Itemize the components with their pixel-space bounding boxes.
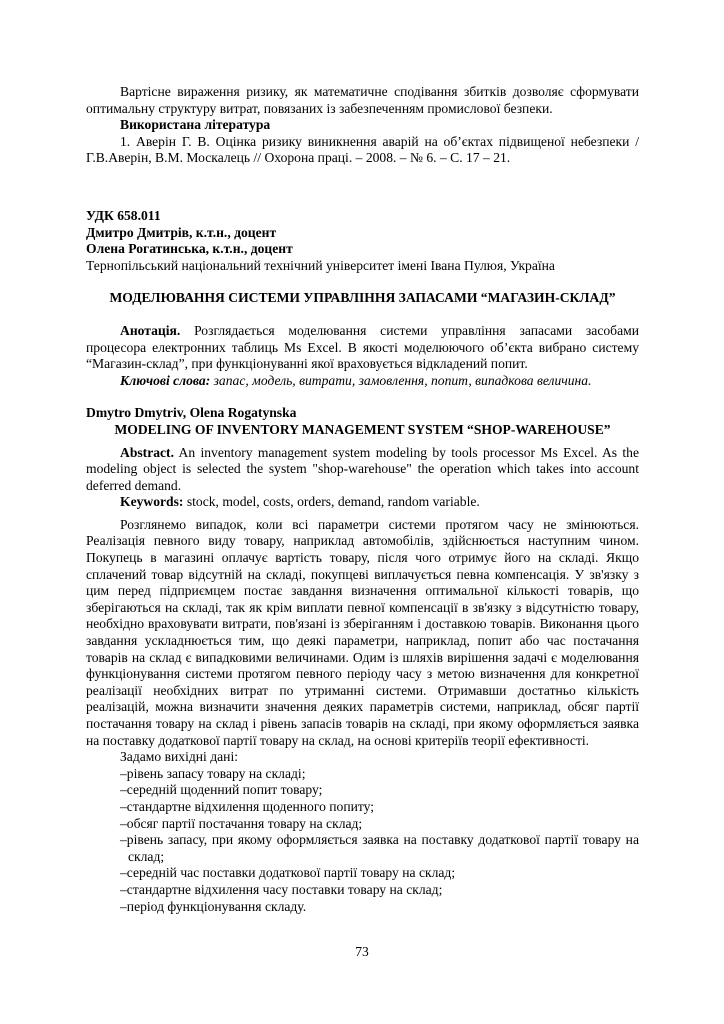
abstract-text-ua: Розглядається моделювання системи управління запасами засобами процесора електронних таблиць Ms Excel. В якості моделюючого об’єкта вибрано систему “Магазин-склад”, при функціонуванні якої враховується відкладений попит. xyxy=(86,322,639,372)
list-item: –обсяг партії постачання товару на склад; xyxy=(120,815,363,831)
list-item: –середній час поставки додаткової партії товару на склад; xyxy=(120,865,456,881)
keywords-ua xyxy=(86,373,639,390)
list-item: –період функціонування складу. xyxy=(120,898,307,914)
abstract-en xyxy=(86,445,639,495)
udk-code: УДК 658.011 xyxy=(86,207,161,223)
page-number: 73 xyxy=(355,944,369,959)
keywords-label-ua: Ключові слова: xyxy=(120,372,211,388)
keywords-text-en: stock, model, costs, orders, demand, random variable. xyxy=(183,494,480,510)
references-heading: Використана література xyxy=(120,117,271,133)
authors-en: Dmytro Dmytriv, Olena Rogatynska xyxy=(86,405,297,421)
list-item: –рівень запасу, при якому оформляється заявка на поставку додаткової партії товару на склад; xyxy=(120,832,639,864)
parameter-list xyxy=(86,766,639,915)
abstract-label-ua: Анотація. xyxy=(120,322,181,338)
list-item: –стандартне відхилення часу поставки товару на склад; xyxy=(120,881,443,897)
list-item: –середній щоденний попит товару; xyxy=(120,782,323,798)
keywords-en xyxy=(86,494,639,511)
abstract-spacer xyxy=(86,307,639,323)
list-item: –стандартне відхилення щоденного попиту; xyxy=(120,798,375,814)
affiliation: Тернопільський національний технічний університет імені Івана Пулюя, Україна xyxy=(86,257,555,273)
intro-paragraph: Вартісне вираження ризику, як математичне сподівання збитків дозволяє сформувати оптимальну структуру витрат, повязаних із забезпеченням промислової безпеки. xyxy=(86,84,639,116)
page-content xyxy=(86,84,639,915)
abstract-label-en: Abstract. xyxy=(120,444,174,460)
title-spacer xyxy=(86,274,639,290)
article-title-en: MODELING OF INVENTORY MANAGEMENT SYSTEM “SHOP-WAREHOUSE” xyxy=(114,421,611,437)
abstract-ua xyxy=(86,323,639,373)
author-1: Дмитро Дмитрів, к.т.н., доцент xyxy=(86,224,277,240)
article-title-ua: МОДЕЛЮВАННЯ СИСТЕМИ УПРАВЛІННЯ ЗАПАСАМИ “МАГАЗИН-СКЛАД” xyxy=(109,290,616,306)
body-paragraph: Розглянемо випадок, коли всі параметри системи протягом часу не змінюються. Реалізація певного виду товару, наприклад автомобілів, здійснюється наступним чином. Покупець в магазині оплачує вартість товару, після чого отримує його на складі. Якщо сплачений товар відсутній на складі, покупцеві виплачується певна компенсація. У зв'язку з цим перед підприємцем постає завдання визначення оптимальної кількості товарів, що зберігаються на складі, так як крім виплати певної компенсації в зв'язку з відсутністю товару, необхідно враховувати витрати, пов'язані із зберіганням і доставкою товарів. Виконання цього завдання ускладнюється тим, що деякі параметри, наприклад, попит або час постачання товарів на склад є випадковими величинами. Одим із шляхів вирішення задачі є моделювання функціонування системи протягом певного періоду часу з метою визначення для конкретної реалізації необхідних витрат по утриманні системи. Отримавши достатньо кількість реалізацій, можна визначити значення деяких параметрів системи, наприклад, обсяг партії постачання товару на склад і рівень запасів товарів на складі, при якому оформляється заявка на поставку додаткової партії товару на склад, на основі критеріїв теорії ефективності. xyxy=(86,516,639,748)
author-2: Олена Рогатинська, к.т.н., доцент xyxy=(86,241,293,257)
en-spacer xyxy=(86,389,639,405)
section-spacer xyxy=(86,167,639,208)
keywords-label-en: Keywords: xyxy=(120,494,184,510)
list-intro: Задамо вихідні дані: xyxy=(120,749,239,765)
list-item: –рівень запасу товару на складі; xyxy=(120,765,306,781)
keywords-text-ua: запас, модель, витрати, замовлення, попит, випадкова величина. xyxy=(210,372,592,388)
reference-item: 1. Аверін Г. В. Оцінка ризику виникнення аварій на об’єктах підвищеної небезпеки / Г.В.Аверін, В.М. Москалець // Охорона праці. – 2008. – № 6. – С. 17 – 21. xyxy=(86,133,639,166)
abstract-text-en: An inventory management system modeling by tools processor Ms Excel. As the modeling object is selected the system "shop-warehouse" the operation which takes into account deferred demand. xyxy=(86,444,639,493)
